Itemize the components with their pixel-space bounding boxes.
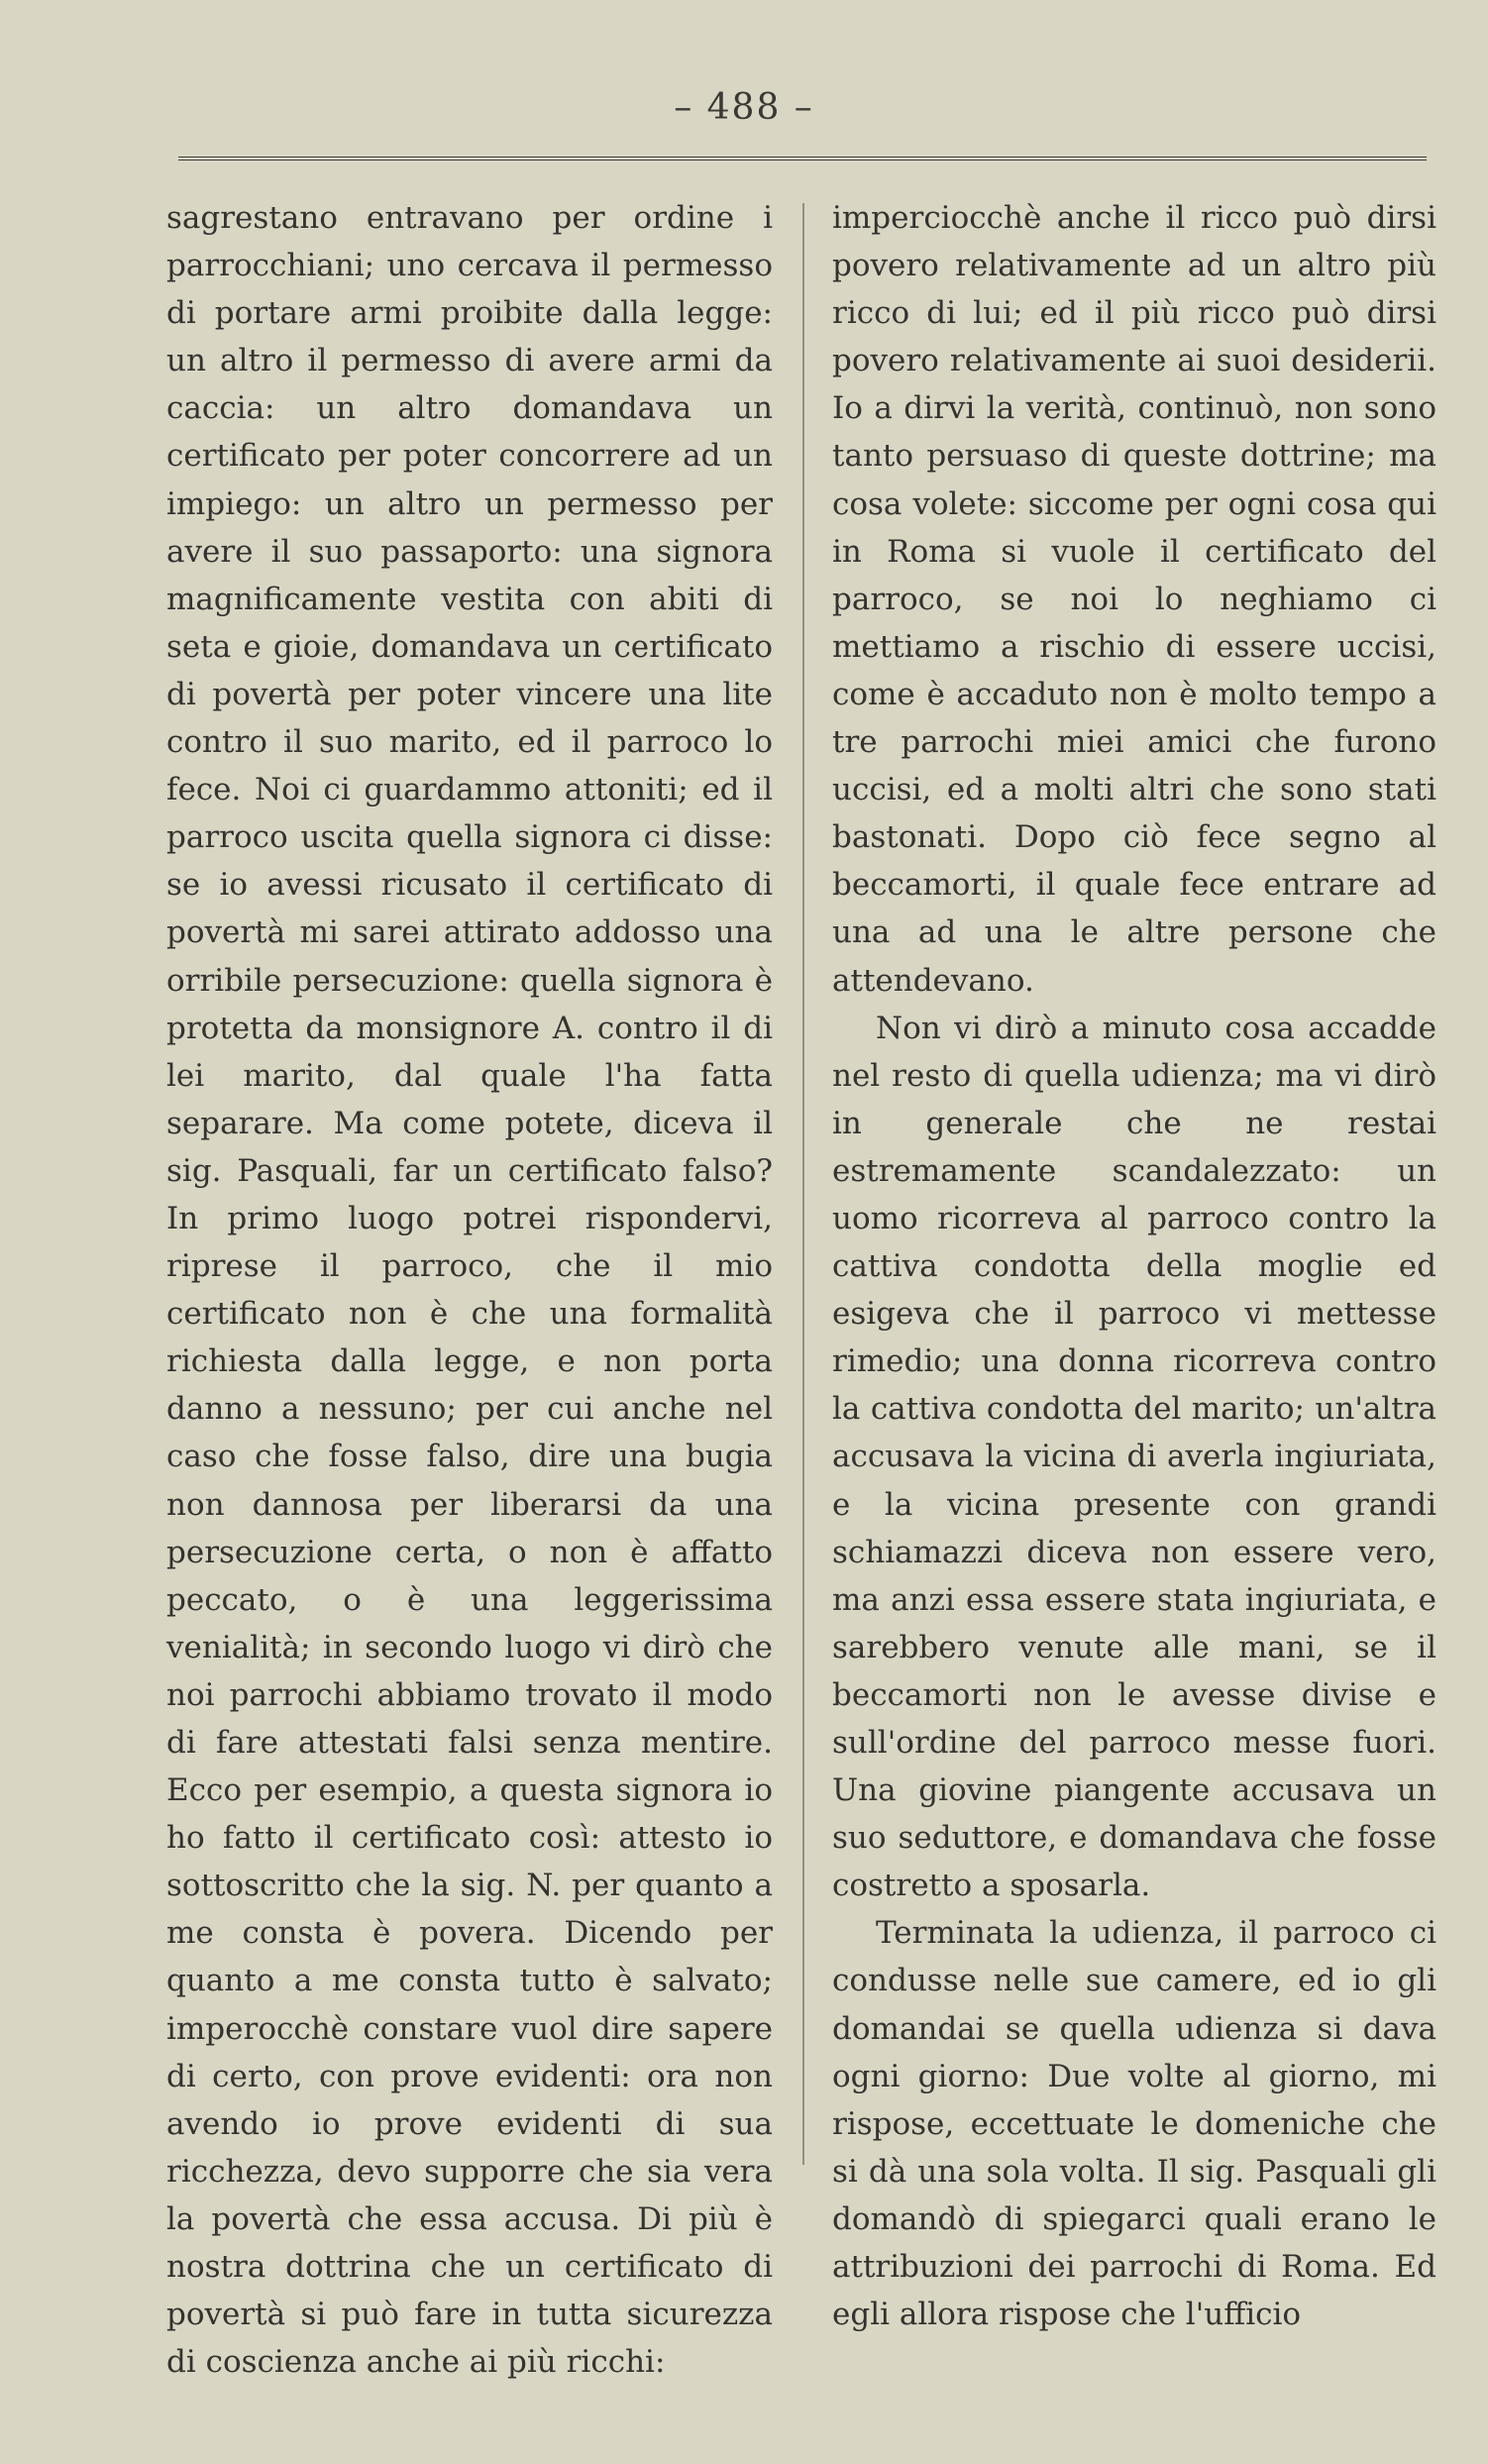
paragraph: imperciocchè anche il ricco può dirsi povero relativamente ad un altro più ricco di lui; ed il più ricco può dirsi povero relativamente ai suoi desiderii. Io a dirvi la verità, continuò, non sono tanto persuaso di queste dottrine; ma cosa volete: siccome per ogni cosa qui in Roma si vuole il certificato del parroco, se noi lo neghiamo ci mettiamo a rischio di essere uccisi, come è accaduto non è molto tempo a tre parrochi miei amici che furono uccisi, ed a molti altri che sono stati bastonati. Dopo ciò fece segno al beccamorti, il quale fece entrare ad una ad una le altre persone che attendevano. [832, 200, 1436, 999]
paragraph: Non vi dirò a minuto cosa accadde nel resto di quella udienza; ma vi dirò in generale che ne restai estremamente scandalezzato: un uomo ricorreva al parroco contro la cattiva condotta della moglie ed esigeva che il parroco vi mettesse rimedio; una donna ricorreva contro la cattiva condotta del marito; un'altra accusava la vicina di averla ingiuriata, e la vicina presente con grandi schiamazzi diceva non essere vero, ma anzi essa essere stata ingiuriata, e sarebbero venute alle mani, se il beccamorti non le avesse divise e sull'ordine del parroco messe fuori. Una giovine piangente accusava un suo seduttore, e domandava che fosse costretto a sposarla. [832, 1010, 1436, 1904]
left-column [166, 194, 773, 2386]
paragraph: Terminata la udienza, il parroco ci condusse nelle sue camere, ed io gli domandai se quella udienza si dava ogni giorno: Due volte al giorno, mi rispose, eccettuate le domeniche che si dà una sola volta. Il sig. Pasquali gli domandò di spiegarci quali erano le attribuzioni dei parrochi di Roma. Ed egli allora rispose che l'ufficio [832, 1915, 1436, 2333]
header-rule [178, 157, 1427, 161]
paragraph: sagrestano entravano per ordine i parrocchiani; uno cercava il permesso di portare armi proibite dalla legge: un altro il permesso di avere armi da caccia: un altro domandava un certificato per poter concorrere ad un impiego: un altro un permesso per avere il suo passaporto: una signora magnificamente vestita con abiti di seta e gioie, domandava un certificato di povertà per poter vincere una lite contro il suo marito, ed il parroco lo fece. Noi ci guardammo attoniti; ed il parroco uscita quella signora ci disse: se io avessi ricusato il certificato di povertà mi sarei attirato addosso una orribile persecuzione: quella signora è protetta da monsignore A. contro il di lei marito, dal quale l'ha fatta separare. Ma come potete, diceva il sig. Pasquali, far un certificato falso? In primo luogo potrei rispondervi, riprese il parroco, che il mio certificato non è che una formalità richiesta dalla legge, e non porta danno a nessuno; per cui anche nel caso che fosse falso, dire una bugia non dannosa per liberarsi da una persecuzione certa, o non è affatto peccato, o è una leggerissima venialità; in secondo luogo vi dirò che noi parrochi abbiamo trovato il modo di fare attestati falsi senza mentire. Ecco per esempio, a questa signora io ho fatto il certificato così: attesto io sottoscritto che la sig. N. per quanto a me consta è povera. Dicendo per quanto a me consta tutto è salvato; imperocchè constare vuol dire sapere di certo, con prove evidenti: ora non avendo io prove evidenti di sua ricchezza, devo supporre che sia vera la povertà che essa accusa. Di più è nostra dottrina che un certificato di povertà si può fare in tutta sicurezza di coscienza anche ai più ricchi: [166, 200, 773, 2381]
column-divider [802, 203, 804, 2165]
right-column [832, 194, 1436, 2338]
page-number: – 488 – [674, 87, 814, 128]
